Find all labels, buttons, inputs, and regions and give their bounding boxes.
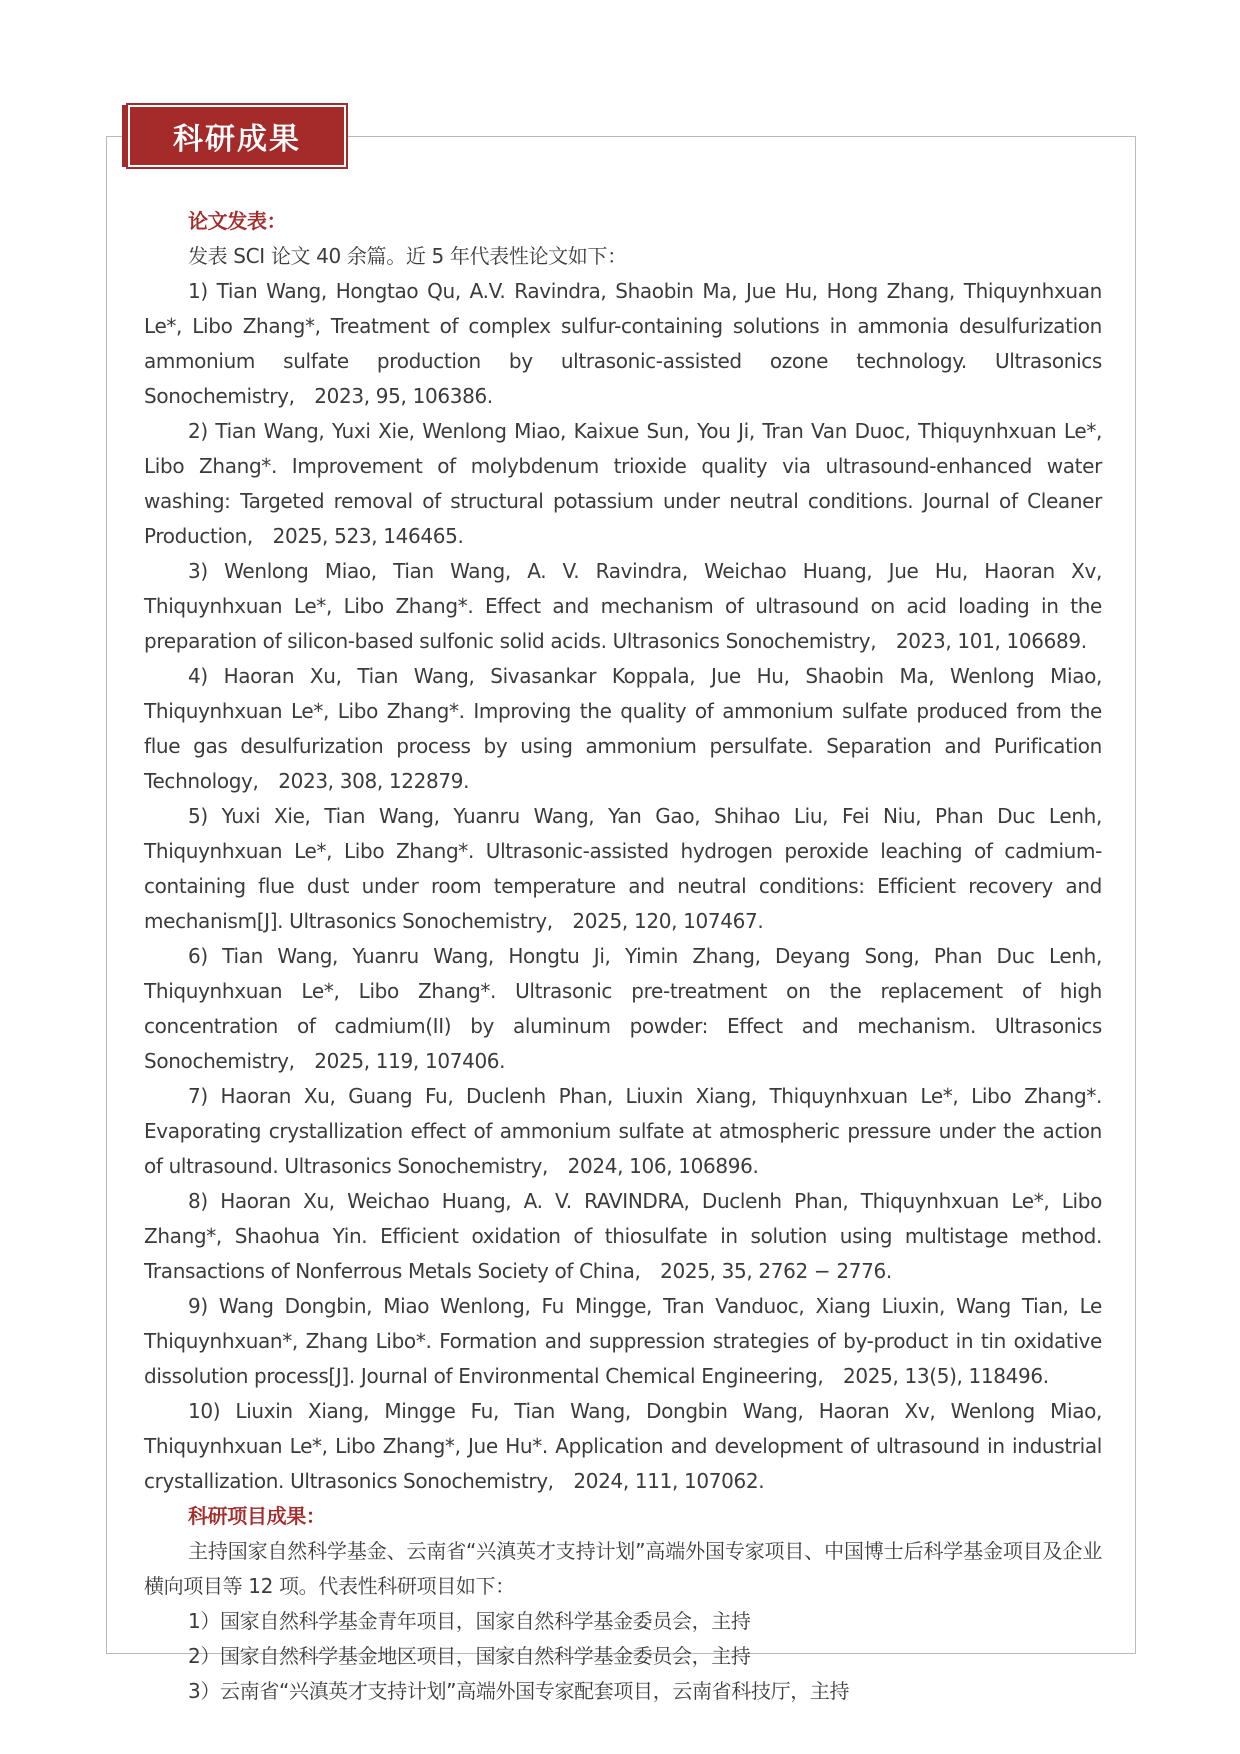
papers-intro: 发表 SCI 论文 40 余篇。近 5 年代表性论文如下： <box>188 244 627 268</box>
projects-heading: 科研项目成果： <box>188 1504 326 1528</box>
section-title: 科研成果 <box>128 105 346 167</box>
paper-item: 2) Tian Wang, Yuxi Xie, Wenlong Miao, Kaixue Sun, You Ji, Tran Van Duoc, Thiquynhxuan Le*, Libo Zhang*. Improvement of molybdenum trioxide quality via ultrasound-enhanced water washing: Targeted removal of structural potassium under neutral conditions. Journal of Cleaner Production, 2025, 523, 146465. <box>144 419 1102 548</box>
paper-item: 10) Liuxin Xiang, Mingge Fu, Tian Wang, Dongbin Wang, Haoran Xv, Wenlong Miao, Thiquynhxuan Le*, Libo Zhang*, Jue Hu*. Application and development of ultrasound in industrial crystallization. Ultrasonics Sonochemistry, 2024, 111, 107062. <box>144 1399 1102 1493</box>
projects-intro: 主持国家自然科学基金、云南省“兴滇英才支持计划”高端外国专家项目、中国博士后科学基金项目及企业横向项目等 12 项。代表性科研项目如下： <box>144 1539 1102 1598</box>
paper-item: 5) Yuxi Xie, Tian Wang, Yuanru Wang, Yan Gao, Shihao Liu, Fei Niu, Phan Duc Lenh, Thiquynhxuan Le*, Libo Zhang*. Ultrasonic-assisted hydrogen peroxide leaching of cadmium-containing flue dust under room temperature and neutral conditions: Efficient recovery and mechanism[J]. Ultrasonics Sonochemistry, 2025, 120, 107467. <box>144 804 1102 933</box>
paper-item: 9) Wang Dongbin, Miao Wenlong, Fu Mingge, Tran Vanduoc, Xiang Liuxin, Wang Tian, Le Thiquynhxuan*, Zhang Libo*. Formation and suppression strategies of by-product in tin oxidative dissolution process[J]. Journal of Environmental Chemical Engineering, 2025, 13(5), 118496. <box>144 1294 1102 1388</box>
paper-item: 8) Haoran Xu, Weichao Huang, A. V. RAVINDRA, Duclenh Phan, Thiquynhxuan Le*, Libo Zhang*, Shaohua Yin. Efficient oxidation of thiosulfate in solution using multistage method. Transactions of Nonferrous Metals Society of China, 2025, 35, 2762 − 2776. <box>144 1189 1102 1283</box>
paper-item: 3) Wenlong Miao, Tian Wang, A. V. Ravindra, Weichao Huang, Jue Hu, Haoran Xv, Thiquynhxuan Le*, Libo Zhang*. Effect and mechanism of ultrasound on acid loading in the preparation of silicon-based sulfonic solid acids. Ultrasonics Sonochemistry, 2023, 101, 106689. <box>144 559 1102 653</box>
content-body <box>144 204 1102 1709</box>
project-item: 3）云南省“兴滇英才支持计划”高端外国专家配套项目，云南省科技厅，主持 <box>188 1679 850 1703</box>
project-item: 2）国家自然科学基金地区项目，国家自然科学基金委员会，主持 <box>188 1644 751 1668</box>
paper-item: 1) Tian Wang, Hongtao Qu, A.V. Ravindra, Shaobin Ma, Jue Hu, Hong Zhang, Thiquynhxuan Le*, Libo Zhang*, Treatment of complex sulfur-containing solutions in ammonia desulfurization ammonium sulfate production by ultrasonic-assisted ozone technology. Ultrasonics Sonochemistry, 2023, 95, 106386. <box>144 279 1102 408</box>
project-item: 1）国家自然科学基金青年项目，国家自然科学基金委员会，主持 <box>188 1609 751 1633</box>
paper-item: 7) Haoran Xu, Guang Fu, Duclenh Phan, Liuxin Xiang, Thiquynhxuan Le*, Libo Zhang*. Evaporating crystallization effect of ammonium sulfate at atmospheric pressure under the action of ultrasound. Ultrasonics Sonochemistry, 2024, 106, 106896. <box>144 1084 1102 1178</box>
papers-heading: 论文发表： <box>188 209 287 233</box>
paper-item: 4) Haoran Xu, Tian Wang, Sivasankar Koppala, Jue Hu, Shaobin Ma, Wenlong Miao, Thiquynhxuan Le*, Libo Zhang*. Improving the quality of ammonium sulfate produced from the flue gas desulfurization process by using ammonium persulfate. Separation and Purification Technology, 2023, 308, 122879. <box>144 664 1102 793</box>
paper-item: 6) Tian Wang, Yuanru Wang, Hongtu Ji, Yimin Zhang, Deyang Song, Phan Duc Lenh, Thiquynhxuan Le*, Libo Zhang*. Ultrasonic pre-treatment on the replacement of high concentration of cadmium(II) by aluminum powder: Effect and mechanism. Ultrasonics Sonochemistry, 2025, 119, 107406. <box>144 944 1102 1073</box>
